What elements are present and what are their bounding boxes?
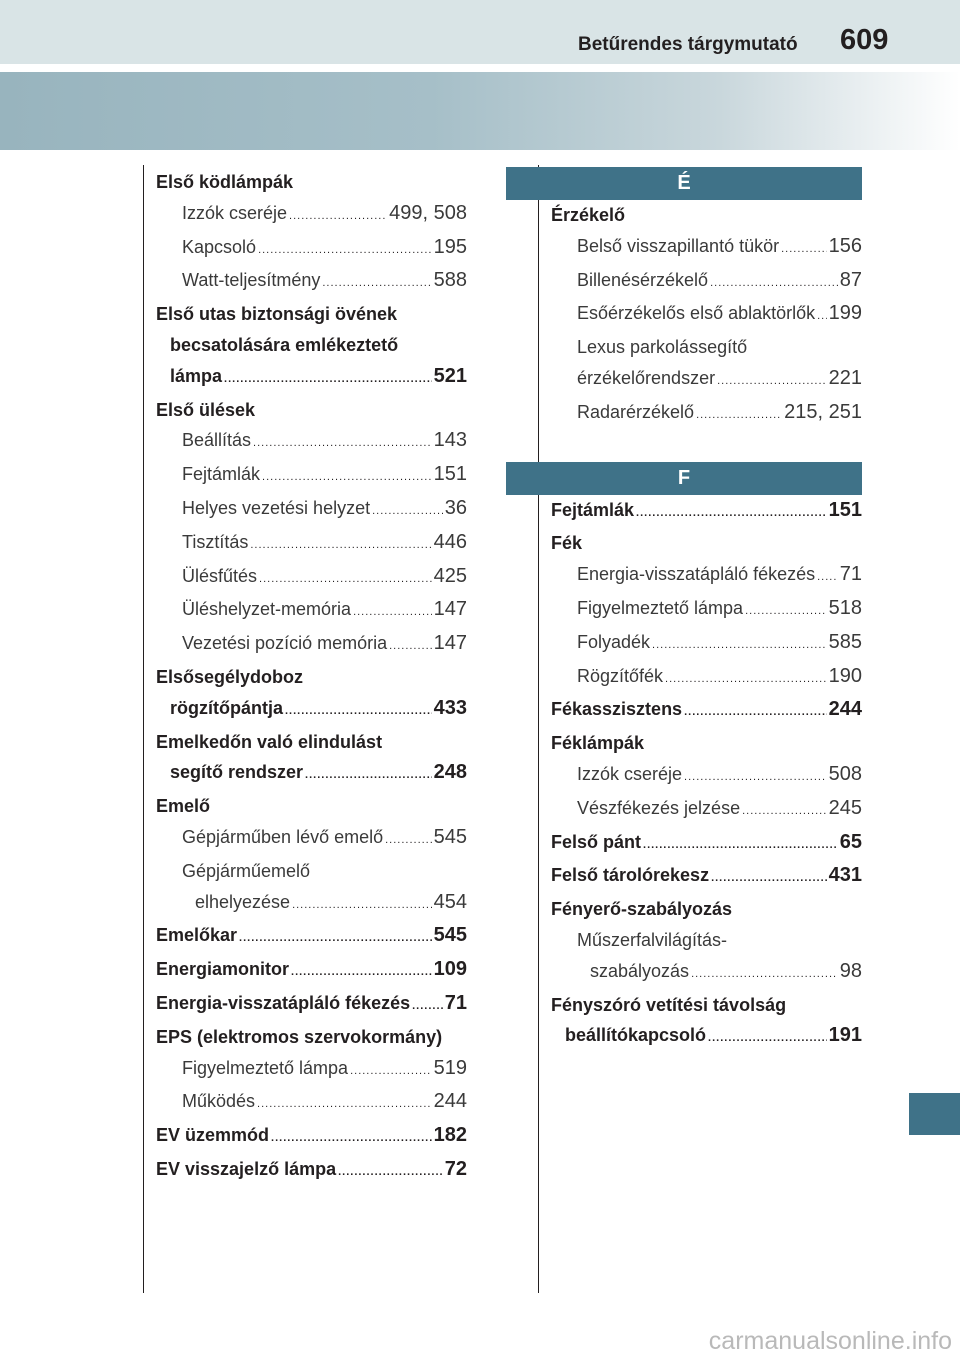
dot-leader bbox=[643, 830, 838, 861]
dot-leader bbox=[636, 498, 827, 529]
left-column-rule bbox=[143, 165, 144, 1293]
index-entry bbox=[156, 299, 467, 330]
index-entry bbox=[551, 528, 862, 559]
index-entry-term: Fényszóró vetítési távolság bbox=[551, 994, 787, 1015]
index-entry-page[interactable]: 248 bbox=[433, 761, 467, 784]
index-entry bbox=[156, 330, 467, 361]
index-entry-page[interactable]: 244 bbox=[828, 698, 862, 721]
page-number: 609 bbox=[840, 24, 889, 56]
dot-leader bbox=[412, 991, 443, 1022]
index-entry-page[interactable]: 147 bbox=[433, 598, 467, 621]
index-entry-term: Izzók cseréje bbox=[577, 763, 683, 784]
dot-leader bbox=[781, 234, 827, 265]
index-entry-page[interactable]: 519 bbox=[433, 1056, 467, 1079]
index-entry-page[interactable]: 191 bbox=[828, 1024, 862, 1047]
index-entry-term: Első ülések bbox=[156, 399, 256, 420]
index-entry bbox=[156, 822, 467, 856]
index-entry-term: Belső visszapillantó tükör bbox=[577, 235, 780, 256]
dot-leader bbox=[292, 890, 432, 921]
dot-leader bbox=[262, 462, 432, 493]
index-entry bbox=[551, 265, 862, 299]
section-gap bbox=[551, 431, 862, 462]
dot-leader bbox=[389, 631, 432, 662]
index-entry-term: Érzékelő bbox=[551, 205, 626, 225]
index-entry bbox=[156, 561, 467, 595]
dot-leader bbox=[224, 364, 432, 395]
index-entry-page[interactable]: 182 bbox=[433, 1124, 467, 1147]
index-entry-term: Üléshelyzet-memória bbox=[182, 599, 352, 620]
index-entry bbox=[156, 167, 467, 198]
index-entry-page[interactable]: 71 bbox=[444, 991, 467, 1014]
index-entry-term: Működés bbox=[182, 1091, 256, 1112]
dot-leader bbox=[289, 201, 387, 232]
index-entry-term: EV üzemmód bbox=[156, 1125, 270, 1146]
index-entry-term: Izzók cseréje bbox=[182, 202, 288, 223]
dot-leader bbox=[338, 1157, 443, 1188]
index-entry bbox=[156, 594, 467, 628]
index-column-right bbox=[551, 167, 862, 1054]
index-entry-term: érzékelőrendszer bbox=[577, 367, 716, 388]
chapter-tab[interactable] bbox=[909, 1093, 960, 1135]
dot-leader bbox=[817, 562, 838, 593]
index-entry-page[interactable]: 98 bbox=[839, 959, 862, 982]
index-entry-term: Első ködlámpák bbox=[156, 172, 294, 192]
index-entry-page[interactable]: 199 bbox=[828, 302, 862, 325]
dot-leader bbox=[353, 597, 432, 628]
index-entry-term: Kapcsoló bbox=[182, 236, 257, 257]
index-entry-term: Első utas biztonsági övének bbox=[156, 304, 398, 325]
index-entry bbox=[156, 395, 467, 426]
index-entry-page[interactable]: 65 bbox=[839, 830, 862, 853]
index-entry-term: becsatolására emlékeztető bbox=[170, 334, 399, 355]
index-entry-term: rögzítőpántja bbox=[170, 697, 283, 718]
header-bar bbox=[0, 0, 960, 64]
index-entry-term: Elsősegélydoboz bbox=[156, 666, 304, 687]
dot-leader bbox=[239, 923, 432, 954]
dot-leader bbox=[291, 957, 432, 988]
index-entry-term: Gépjárműben lévő emelő bbox=[182, 826, 384, 847]
index-entry-term: Energia-visszatápláló fékezés bbox=[577, 564, 816, 585]
index-entry bbox=[551, 827, 862, 861]
index-entry-term: Radarérzékelő bbox=[577, 401, 695, 422]
index-entry-page[interactable]: 143 bbox=[433, 429, 467, 452]
index-entry-term: beállítókapcsoló bbox=[565, 1025, 707, 1046]
index-entry bbox=[156, 662, 467, 693]
index-entry-page[interactable]: 36 bbox=[444, 496, 467, 519]
index-entry-page[interactable]: 215, 251 bbox=[784, 400, 862, 423]
index-entry bbox=[156, 198, 467, 232]
index-entry bbox=[156, 693, 467, 727]
index-entry bbox=[551, 728, 862, 759]
index-entry-term: Emelőkar bbox=[156, 925, 238, 946]
dot-leader bbox=[710, 268, 838, 299]
watermark-text: carmanualsonline.info bbox=[708, 1327, 952, 1355]
index-entry bbox=[551, 298, 862, 332]
index-entry bbox=[551, 793, 862, 827]
dot-leader bbox=[742, 796, 827, 827]
index-entry-page[interactable]: 72 bbox=[444, 1157, 467, 1180]
index-entry-page[interactable]: 151 bbox=[433, 463, 467, 486]
index-column-left bbox=[156, 167, 467, 1188]
header-banner bbox=[0, 72, 960, 150]
index-entry-term: EV visszajelző lámpa bbox=[156, 1158, 337, 1179]
index-entry-term: elhelyezése bbox=[195, 891, 291, 912]
index-entry-page[interactable]: 71 bbox=[839, 563, 862, 586]
index-entry-term: Felső pánt bbox=[551, 831, 642, 852]
index-entry bbox=[551, 894, 862, 925]
index-entry bbox=[156, 527, 467, 561]
index-entry-page[interactable]: 454 bbox=[433, 890, 467, 913]
index-entry-page[interactable]: 195 bbox=[433, 235, 467, 258]
index-entry-page[interactable]: 588 bbox=[433, 269, 467, 292]
index-entry bbox=[156, 727, 467, 758]
dot-leader bbox=[684, 697, 827, 728]
index-entry bbox=[156, 920, 467, 954]
index-entry bbox=[551, 694, 862, 728]
index-entry-page[interactable]: 151 bbox=[828, 498, 862, 521]
index-entry bbox=[156, 856, 467, 887]
index-entry-page[interactable]: 545 bbox=[433, 825, 467, 848]
index-entry-term: Billenésérzékelő bbox=[577, 269, 709, 290]
index-entry-term: Energia-visszatápláló fékezés bbox=[156, 992, 411, 1013]
dot-leader bbox=[322, 268, 431, 299]
index-entry-page[interactable]: 147 bbox=[433, 632, 467, 655]
index-entry-page[interactable]: 87 bbox=[839, 268, 862, 291]
index-entry-term: Féklámpák bbox=[551, 733, 645, 754]
index-entry-term: Beállítás bbox=[182, 430, 252, 451]
index-entry-term: Gépjárműemelő bbox=[182, 860, 311, 881]
index-entry-page[interactable]: 545 bbox=[433, 924, 467, 947]
index-entry-page[interactable]: 156 bbox=[828, 234, 862, 257]
dot-leader bbox=[372, 496, 443, 527]
index-entry-page[interactable]: 431 bbox=[828, 864, 862, 887]
dot-leader bbox=[652, 630, 827, 661]
section-letter-header: F bbox=[506, 462, 862, 495]
index-entry-term: szabályozás bbox=[590, 960, 690, 981]
index-entry-page[interactable]: 425 bbox=[433, 564, 467, 587]
dot-leader bbox=[385, 825, 432, 856]
index-entry bbox=[156, 757, 467, 791]
index-entry-term: Felső tárolórekesz bbox=[551, 865, 710, 886]
dot-leader bbox=[258, 235, 432, 266]
dot-leader bbox=[696, 400, 782, 431]
dot-leader bbox=[285, 696, 432, 727]
index-entry bbox=[551, 363, 862, 397]
index-entry bbox=[156, 493, 467, 527]
index-entry bbox=[156, 459, 467, 493]
index-entry-term: Fejtámlák bbox=[182, 464, 261, 485]
index-entry-page[interactable]: 446 bbox=[433, 530, 467, 553]
dot-leader bbox=[684, 762, 827, 793]
index-entry bbox=[156, 1022, 467, 1053]
dot-leader bbox=[271, 1123, 432, 1154]
index-entry-term: Ülésfűtés bbox=[182, 565, 258, 586]
index-entry bbox=[156, 887, 467, 921]
index-entry bbox=[156, 954, 467, 988]
index-entry-page[interactable]: 221 bbox=[828, 366, 862, 389]
index-entry-term: Tisztítás bbox=[182, 531, 249, 552]
index-entry-term: Figyelmeztető lámpa bbox=[577, 597, 744, 618]
index-entry bbox=[551, 860, 862, 894]
index-entry bbox=[551, 397, 862, 431]
index-entry-term: EPS (elektromos szervokormány) bbox=[156, 1026, 443, 1047]
index-entry-term: Műszerfalvilágítás- bbox=[577, 929, 728, 950]
index-entry-page[interactable]: 508 bbox=[828, 762, 862, 785]
index-entry bbox=[551, 332, 862, 363]
index-entry-page[interactable]: 109 bbox=[433, 958, 467, 981]
dot-leader bbox=[691, 959, 838, 990]
right-column-rule bbox=[538, 165, 539, 1293]
index-entry-page[interactable]: 585 bbox=[828, 630, 862, 653]
dot-leader bbox=[711, 863, 827, 894]
index-entry bbox=[551, 593, 862, 627]
index-entry bbox=[156, 1120, 467, 1154]
index-entry-term: Vezetési pozíció memória bbox=[182, 633, 388, 654]
index-entry bbox=[551, 661, 862, 695]
index-entry-term: Emelő bbox=[156, 796, 211, 817]
index-entry-term: segítő rendszer bbox=[170, 762, 304, 783]
index-entry bbox=[156, 425, 467, 459]
index-entry bbox=[551, 200, 862, 231]
dot-leader bbox=[259, 564, 432, 595]
index-entry-term: Folyadék bbox=[577, 631, 651, 652]
index-entry-page[interactable]: 499, 508 bbox=[389, 201, 467, 224]
index-entry bbox=[551, 495, 862, 529]
dot-leader bbox=[250, 530, 431, 561]
index-entry-term: Watt-teljesítmény bbox=[182, 270, 321, 291]
dot-leader bbox=[305, 760, 432, 791]
index-entry-page[interactable]: 521 bbox=[433, 364, 467, 387]
index-entry bbox=[551, 925, 862, 956]
index-entry-term: Fék bbox=[551, 533, 583, 554]
dot-leader bbox=[257, 1089, 432, 1120]
index-entry bbox=[551, 956, 862, 990]
index-entry bbox=[156, 628, 467, 662]
index-entry bbox=[156, 1053, 467, 1087]
index-entry bbox=[551, 559, 862, 593]
dot-leader bbox=[665, 664, 827, 695]
index-entry-term: Figyelmeztető lámpa bbox=[182, 1057, 349, 1078]
index-entry-term: Rögzítőfék bbox=[577, 665, 664, 686]
index-entry bbox=[156, 232, 467, 266]
section-letter-header: É bbox=[506, 167, 862, 200]
dot-leader bbox=[350, 1056, 432, 1087]
index-entry bbox=[551, 627, 862, 661]
index-entry-page[interactable]: 190 bbox=[828, 664, 862, 687]
index-entry-term: Energiamonitor bbox=[156, 959, 290, 980]
index-entry bbox=[156, 265, 467, 299]
index-entry bbox=[551, 759, 862, 793]
index-entry-term: Lexus parkolássegítő bbox=[577, 337, 748, 358]
index-entry bbox=[156, 988, 467, 1022]
index-entry-term: Fejtámlák bbox=[551, 499, 635, 520]
index-entry-term: lámpa bbox=[170, 365, 223, 386]
index-entry-term: Vészfékezés jelzése bbox=[577, 797, 741, 818]
index-entry bbox=[156, 1086, 467, 1120]
index-entry-term: Helyes vezetési helyzet bbox=[182, 497, 371, 518]
dot-leader bbox=[745, 596, 827, 627]
index-entry-term: Fékasszisztens bbox=[551, 699, 683, 720]
index-entry-page[interactable]: 244 bbox=[433, 1090, 467, 1113]
dot-leader bbox=[253, 428, 432, 459]
index-entry bbox=[156, 791, 467, 822]
dot-leader bbox=[708, 1023, 827, 1054]
index-entry-term: Fényerő-szabályozás bbox=[551, 899, 733, 920]
index-entry-term: Esőérzékelős első ablaktörlők bbox=[577, 303, 816, 324]
index-entry bbox=[551, 231, 862, 265]
index-entry-page[interactable]: 518 bbox=[828, 596, 862, 619]
index-entry bbox=[551, 1020, 862, 1054]
index-entry bbox=[156, 361, 467, 395]
index-entry-term: Emelkedőn való elindulást bbox=[156, 731, 383, 752]
dot-leader bbox=[817, 301, 827, 332]
index-entry-page[interactable]: 433 bbox=[433, 696, 467, 719]
page-header-title: Betűrendes tárgymutató bbox=[578, 34, 798, 55]
index-entry bbox=[551, 990, 862, 1021]
index-entry-page[interactable]: 245 bbox=[828, 796, 862, 819]
index-entry bbox=[156, 1154, 467, 1188]
dot-leader bbox=[717, 366, 827, 397]
